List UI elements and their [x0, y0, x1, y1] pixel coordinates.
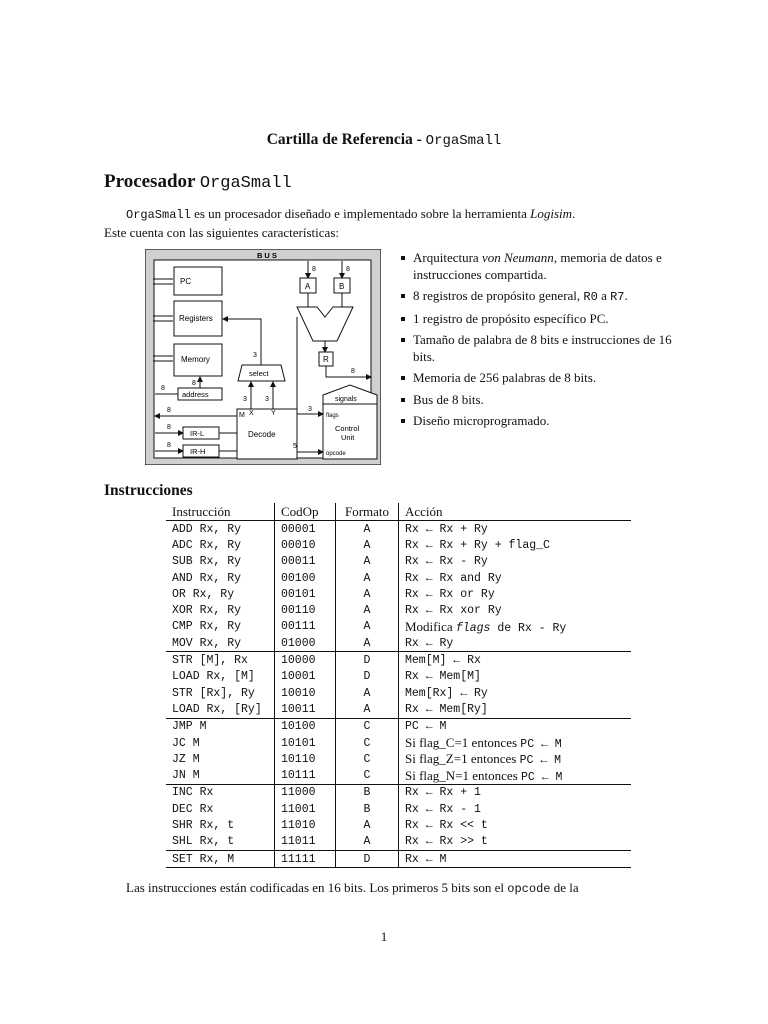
y-width: 3: [265, 396, 269, 403]
feature-item: Diseño microprogramado.: [400, 413, 676, 430]
outro-paragraph: [104, 880, 674, 896]
table-row: [166, 652, 631, 669]
cell-format: A: [336, 817, 399, 833]
cell-action: [399, 619, 632, 635]
cell-action: Rx ← Rx and Ry: [399, 570, 632, 586]
cell-codop: 10101: [275, 735, 336, 751]
outro-text: Las instrucciones están codificadas en 16 bits. Los primeros 5 bits son el: [126, 880, 508, 895]
feature-item: Memoria de 256 palabras de 8 bits.: [400, 370, 676, 387]
cell-action: Rx ← Rx >> t: [399, 834, 632, 851]
action-assign: PC ← M: [521, 770, 563, 784]
cell-codop: 01000: [275, 635, 336, 652]
cell-format: A: [336, 602, 399, 618]
registers-label: Registers: [179, 314, 213, 323]
cell-action: [399, 735, 632, 751]
memory-label: Memory: [181, 355, 210, 364]
feature-item: Bus de 8 bits.: [400, 392, 676, 409]
select-width: 3: [253, 352, 257, 359]
cell-codop: 00010: [275, 537, 336, 553]
table-row: [166, 801, 631, 817]
cell-action: Rx ← Mem[Ry]: [399, 701, 632, 718]
cell-instruction: JN M: [172, 769, 200, 783]
cell-instruction: JZ M: [172, 752, 200, 766]
flags-label: flags: [326, 413, 339, 419]
cell-action: Mem[Rx] ← Ry: [399, 685, 632, 701]
select-label: select: [249, 369, 269, 378]
processor-heading-text: Procesador: [104, 171, 200, 192]
decode-label: Decode: [248, 430, 276, 439]
b-label: B: [339, 282, 345, 291]
flags-width: 3: [308, 406, 312, 413]
table-row: [166, 834, 631, 851]
feature-2-end: .: [624, 288, 628, 303]
table-row: [166, 570, 631, 586]
bus-width-1: 8: [161, 385, 165, 392]
table-row: [166, 619, 631, 635]
feature-item: [400, 288, 676, 306]
cell-instruction: DEC Rx: [172, 802, 214, 816]
table-row: [166, 635, 631, 652]
cell-codop: 11111: [275, 850, 336, 867]
cell-instruction: LOAD Rx, [Ry]: [172, 702, 262, 716]
r-label: R: [323, 355, 329, 364]
cell-format: B: [336, 801, 399, 817]
action-assign: PC ← M: [519, 754, 561, 768]
cell-format: C: [336, 735, 399, 751]
cell-instruction: XOR Rx, Ry: [172, 604, 242, 618]
table-row: [166, 718, 631, 735]
table-row: [166, 735, 631, 751]
cell-format: A: [336, 701, 399, 718]
table-row: [166, 554, 631, 570]
outro-rest: de la: [550, 880, 579, 895]
cell-codop: 11011: [275, 834, 336, 851]
instructions-section-heading: Instrucciones: [104, 482, 193, 499]
action-text: Modifica: [405, 618, 456, 634]
feature-item: 1 registro de propósito específico PC.: [400, 311, 676, 328]
feature-item: [400, 250, 676, 283]
cell-action: Rx ← Rx - Ry: [399, 554, 632, 570]
cell-action: Rx ← Rx + 1: [399, 784, 632, 801]
cell-action: Rx ← Rx + Ry: [399, 521, 632, 538]
table-row: [166, 537, 631, 553]
action-condition: Si flag_N=1 entonces: [405, 767, 522, 783]
table-row: [166, 784, 631, 801]
r-width: 8: [351, 368, 355, 375]
action-italic: flags: [455, 621, 491, 635]
action-rest: de Rx - Ry: [490, 621, 567, 635]
cell-instruction: AND Rx, Ry: [172, 571, 242, 585]
header-action: Acción: [399, 503, 632, 521]
cell-instruction: MOV Rx, Ry: [172, 636, 242, 650]
cell-action: Mem[M] ← Rx: [399, 652, 632, 669]
action-condition: Si flag_Z=1 entonces: [405, 751, 520, 767]
intro-tool: Logisim: [530, 206, 573, 221]
table-header-row: [166, 503, 631, 521]
intro-line-1: [104, 205, 674, 224]
table-row: [166, 602, 631, 618]
cell-instruction: JMP M: [166, 718, 275, 735]
intro-period: .: [572, 206, 576, 221]
table-row: [166, 669, 631, 685]
cell-format: A: [336, 635, 399, 652]
opcode-label: opcode: [326, 451, 346, 457]
cell-instruction: JC M: [172, 736, 200, 750]
irl-width: 8: [167, 424, 171, 431]
cell-action: Rx ← Rx + Ry + flag_C: [399, 537, 632, 553]
cell-format: B: [336, 784, 399, 801]
cell-codop: 00110: [275, 602, 336, 618]
cell-action: [399, 751, 632, 767]
cell-format: C: [336, 751, 399, 767]
cell-instruction: OR Rx, Ry: [172, 587, 235, 601]
cell-format: C: [336, 718, 399, 735]
cell-instruction: SUB Rx, Ry: [172, 555, 242, 569]
processor-section-heading: [104, 171, 292, 193]
intro-text: es un procesador diseñado e implementado sobre la herramienta: [190, 206, 531, 221]
table-row: [166, 751, 631, 767]
header-instruction: Instrucción: [166, 503, 275, 521]
table-row: [166, 701, 631, 718]
cell-codop: 00111: [275, 619, 336, 635]
signals-label: signals: [335, 396, 357, 403]
cell-codop: 10001: [275, 669, 336, 685]
decode-m: M: [239, 412, 245, 419]
cell-instruction: SET Rx, M: [166, 850, 275, 867]
decode-x: X: [249, 410, 254, 417]
header-codop: CodOp: [275, 503, 336, 521]
feature-2-text: 8 registros de propósito general,: [413, 288, 584, 303]
address-width: 8: [192, 380, 196, 387]
feature-2-r7: R7: [610, 290, 625, 304]
instructions-table: [166, 503, 631, 868]
cell-action: Rx ← Rx << t: [399, 817, 632, 833]
cell-format: D: [336, 652, 399, 669]
processor-heading-code: OrgaSmall: [199, 174, 292, 193]
cell-instruction: ADC Rx, Ry: [172, 538, 242, 552]
cell-action: PC ← M: [399, 718, 632, 735]
cell-codop: 10111: [275, 767, 336, 784]
cell-format: A: [336, 619, 399, 635]
cell-action: Rx ← Rx - 1: [399, 801, 632, 817]
opcode-width: 5: [293, 443, 297, 450]
table-row: [166, 850, 631, 867]
intro-line-2: Este cuenta con las siguientes características:: [104, 225, 339, 240]
cell-action: Rx ← M: [399, 850, 632, 867]
irh-label: IR-H: [190, 447, 206, 456]
feature-item: Tamaño de palabra de 8 bits e instrucciones de 16 bits.: [400, 332, 676, 365]
feature-2-mid: a: [597, 288, 611, 303]
cell-format: A: [336, 554, 399, 570]
a-width: 8: [312, 266, 316, 273]
cell-format: D: [336, 850, 399, 867]
a-label: A: [305, 282, 311, 291]
cell-format: D: [336, 669, 399, 685]
feature-1-text: Arquitectura: [413, 250, 482, 265]
b-width: 8: [346, 266, 350, 273]
document-title-code: OrgaSmall: [425, 133, 502, 149]
cell-codop: 10011: [275, 701, 336, 718]
address-label: address: [182, 390, 209, 399]
cell-instruction: STR [M], Rx: [166, 652, 275, 669]
intro-code: OrgaSmall: [126, 208, 191, 222]
table-row: [166, 685, 631, 701]
cell-codop: 11010: [275, 817, 336, 833]
cell-action: Rx ← Rx or Ry: [399, 586, 632, 602]
cell-instruction: CMP Rx, Ry: [172, 620, 242, 634]
cell-codop: 10100: [275, 718, 336, 735]
feature-1-rest: , memoria de datos e instrucciones compartida.: [413, 250, 662, 282]
feature-2-r0: R0: [583, 290, 598, 304]
intro-paragraph: [104, 205, 674, 241]
feature-1-italic: von Neumann: [481, 250, 554, 265]
pc-label: PC: [180, 277, 192, 286]
document-title: [0, 131, 768, 149]
page-number: 1: [380, 929, 388, 944]
cell-instruction: SHL Rx, t: [172, 835, 235, 849]
cell-action: Rx ← Ry: [399, 635, 632, 652]
cell-format: A: [336, 570, 399, 586]
features-list: [400, 250, 676, 435]
outro-code: opcode: [507, 882, 551, 896]
cell-instruction: ADD Rx, Ry: [172, 522, 242, 536]
cell-instruction: LOAD Rx, [M]: [172, 670, 255, 684]
cell-codop: 00011: [275, 554, 336, 570]
irh-width: 8: [167, 442, 171, 449]
processor-diagram: [145, 249, 381, 465]
table-row: [166, 521, 631, 538]
cell-format: C: [336, 767, 399, 784]
cell-codop: 11001: [275, 801, 336, 817]
table-row: [166, 817, 631, 833]
cell-format: A: [336, 537, 399, 553]
cell-codop: 11000: [275, 784, 336, 801]
action-assign: PC ← M: [520, 738, 562, 751]
cell-codop: 00101: [275, 586, 336, 602]
cell-format: A: [336, 521, 399, 538]
cell-instruction: STR [Rx], Ry: [172, 686, 255, 700]
cell-codop: 10000: [275, 652, 336, 669]
irl-label: IR-L: [190, 429, 205, 438]
bus-label: BUS: [257, 251, 279, 260]
cell-action: [399, 767, 632, 784]
cell-instruction: INC Rx: [166, 784, 275, 801]
cell-action: Rx ← Rx xor Ry: [399, 602, 632, 618]
cell-format: A: [336, 834, 399, 851]
cell-codop: 00001: [275, 521, 336, 538]
cell-format: A: [336, 586, 399, 602]
table-row: [166, 767, 631, 784]
decode-y: Y: [271, 410, 276, 417]
cell-codop: 10010: [275, 685, 336, 701]
cell-codop: 00100: [275, 570, 336, 586]
m-width: 8: [167, 407, 171, 414]
x-width: 3: [243, 396, 247, 403]
cell-instruction: SHR Rx, t: [172, 818, 235, 832]
cell-format: A: [336, 685, 399, 701]
table-row: [166, 586, 631, 602]
action-condition: Si flag_C=1 entonces: [405, 735, 521, 750]
document-title-text: Cartilla de Referencia -: [266, 131, 426, 148]
control-unit-label-2: Unit: [341, 433, 355, 442]
cell-action: Rx ← Mem[M]: [399, 669, 632, 685]
control-unit-label-1: Control: [335, 424, 360, 433]
header-format: Formato: [336, 503, 399, 521]
cell-codop: 10110: [275, 751, 336, 767]
